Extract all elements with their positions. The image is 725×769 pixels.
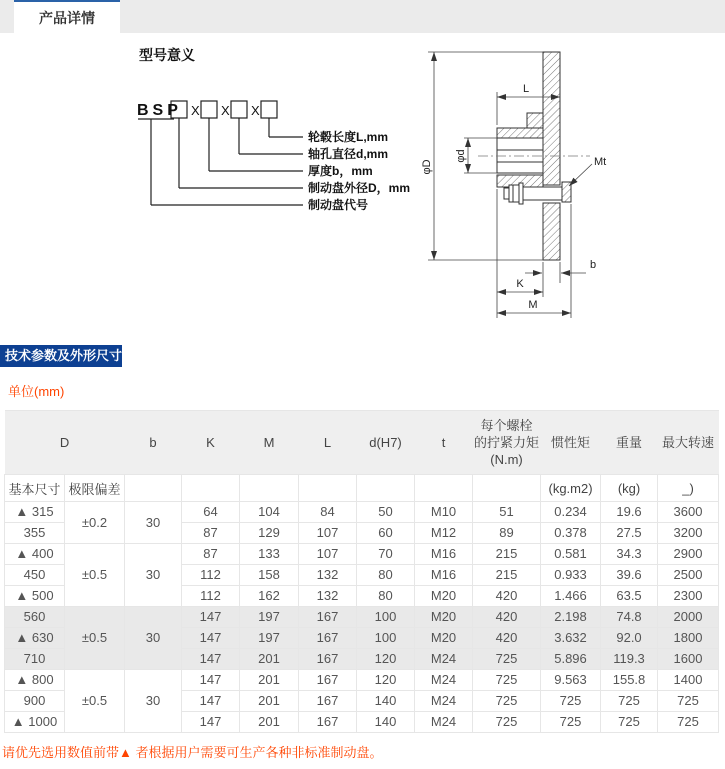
table-cell: 147: [182, 628, 240, 649]
table-cell: 725: [473, 712, 541, 733]
dim-label-thickness: b: [590, 259, 597, 271]
tab-bar-filler: [120, 0, 725, 33]
table-cell: 215: [473, 565, 541, 586]
col-header-K: K: [182, 411, 240, 475]
table-cell: 2300: [658, 586, 719, 607]
table-cell: 0.378: [541, 523, 601, 544]
section-title-bar: [0, 345, 123, 385]
cell-basic-size: ▲ 800: [5, 670, 65, 691]
table-cell: 2900: [658, 544, 719, 565]
model-code-separator: X: [251, 103, 260, 118]
table-cell: 725: [601, 712, 658, 733]
table-cell: 112: [182, 586, 240, 607]
diagram-area: [0, 33, 725, 345]
subheader-unit-inertia: (kg.m2): [541, 475, 601, 502]
dim-label-bore-dia: φd: [455, 149, 467, 163]
table-cell: 51: [473, 502, 541, 523]
table-cell: 420: [473, 586, 541, 607]
cell-b: 30: [125, 502, 182, 544]
cell-b: 30: [125, 670, 182, 733]
table-cell: 147: [182, 649, 240, 670]
table-cell: 725: [658, 691, 719, 712]
table-cell: 39.6: [601, 565, 658, 586]
table-cell: 167: [299, 607, 357, 628]
table-cell: 167: [299, 670, 357, 691]
tab-bar: [0, 0, 725, 33]
table-cell: 120: [357, 670, 415, 691]
table-cell: 3600: [658, 502, 719, 523]
subheader-basic-size: 基本尺寸: [5, 475, 65, 502]
table-cell: M20: [415, 628, 473, 649]
table-cell: 197: [240, 628, 299, 649]
table-row: [5, 670, 719, 691]
table-cell: 19.6: [601, 502, 658, 523]
table-cell: 84: [299, 502, 357, 523]
table-cell: 725: [658, 712, 719, 733]
dim-leader-mt: [569, 164, 592, 186]
table-cell: 87: [182, 544, 240, 565]
dim-label-mt: Mt: [594, 156, 607, 168]
table-cell: 1.466: [541, 586, 601, 607]
table-cell: 201: [240, 649, 299, 670]
table-cell: 92.0: [601, 628, 658, 649]
col-header-dH7: d(H7): [357, 411, 415, 475]
table-cell: 5.896: [541, 649, 601, 670]
model-label-hub-length: 轮毂长度L,mm: [308, 130, 389, 144]
table-cell: M24: [415, 670, 473, 691]
table-cell: 107: [299, 523, 357, 544]
cell-basic-size: ▲ 630: [5, 628, 65, 649]
cell-tolerance: ±0.5: [65, 544, 125, 607]
spec-table-body: [5, 502, 719, 733]
model-label-thickness: 厚度b，mm: [308, 164, 373, 178]
table-cell: 155.8: [601, 670, 658, 691]
table-cell: 70: [357, 544, 415, 565]
table-cell: 201: [240, 691, 299, 712]
model-code-prefix: BSP: [137, 102, 182, 119]
table-cell: 132: [299, 586, 357, 607]
col-header-M: M: [240, 411, 299, 475]
col-header-L: L: [299, 411, 357, 475]
subheader-tolerance: 极限偏差: [65, 475, 125, 502]
table-cell: 120: [357, 649, 415, 670]
table-cell: 119.3: [601, 649, 658, 670]
table-cell: 420: [473, 628, 541, 649]
table-cell: 60: [357, 523, 415, 544]
table-cell: 167: [299, 649, 357, 670]
table-cell: 167: [299, 712, 357, 733]
model-code-separator: X: [221, 103, 230, 118]
dim-label-k: K: [516, 278, 524, 290]
table-cell: 725: [601, 691, 658, 712]
table-header-row: [5, 411, 719, 475]
col-header-inertia: 惯性矩: [541, 411, 601, 475]
cell-basic-size: 560: [5, 607, 65, 628]
footnote: 请优先选用数值前带▲ 者根据用户需要可生产各种非标准制动盘。: [2, 745, 383, 760]
dim-label-m: M: [528, 299, 538, 311]
subheader-empty: [357, 475, 415, 502]
cell-tolerance: ±0.2: [65, 502, 125, 544]
table-cell: 725: [541, 691, 601, 712]
dim-label-hub-length: L: [522, 83, 530, 95]
col-header-weight: 重量: [601, 411, 658, 475]
table-cell: 100: [357, 607, 415, 628]
table-cell: M12: [415, 523, 473, 544]
table-cell: 80: [357, 565, 415, 586]
table-cell: M24: [415, 649, 473, 670]
table-cell: 2500: [658, 565, 719, 586]
col-header-torque: 每个螺栓 的拧紧力矩 (N.m): [473, 411, 541, 475]
dim-label-outer-dia: φD: [421, 159, 433, 175]
table-cell: 50: [357, 502, 415, 523]
table-cell: 420: [473, 607, 541, 628]
table-cell: 215: [473, 544, 541, 565]
model-code-separator: X: [191, 103, 200, 118]
table-cell: 1400: [658, 670, 719, 691]
table-cell: 140: [357, 691, 415, 712]
table-cell: 147: [182, 670, 240, 691]
table-cell: 3200: [658, 523, 719, 544]
table-cell: 100: [357, 628, 415, 649]
cell-basic-size: ▲ 400: [5, 544, 65, 565]
table-cell: 167: [299, 691, 357, 712]
table-cell: 89: [473, 523, 541, 544]
table-cell: M16: [415, 565, 473, 586]
table-cell: 147: [182, 607, 240, 628]
subheader-unit-speed: _): [658, 475, 719, 502]
table-cell: 0.581: [541, 544, 601, 565]
col-header-D: D: [5, 411, 125, 475]
cell-basic-size: 900: [5, 691, 65, 712]
cell-basic-size: ▲ 500: [5, 586, 65, 607]
table-cell: M24: [415, 691, 473, 712]
hub-section: [497, 113, 543, 187]
subheader-empty: [473, 475, 541, 502]
table-cell: 167: [299, 628, 357, 649]
table-cell: 74.8: [601, 607, 658, 628]
table-cell: 725: [473, 691, 541, 712]
table-cell: 107: [299, 544, 357, 565]
table-cell: M20: [415, 607, 473, 628]
technical-drawing: [420, 35, 725, 335]
table-cell: 27.5: [601, 523, 658, 544]
cell-basic-size: ▲ 315: [5, 502, 65, 523]
col-header-t: t: [415, 411, 473, 475]
subheader-unit-weight: (kg): [601, 475, 658, 502]
subheader-empty: [240, 475, 299, 502]
table-cell: 129: [240, 523, 299, 544]
table-cell: 112: [182, 565, 240, 586]
table-cell: 147: [182, 712, 240, 733]
table-subheader-row: [5, 475, 719, 502]
table-cell: 3.632: [541, 628, 601, 649]
table-cell: 725: [473, 649, 541, 670]
table-cell: M20: [415, 586, 473, 607]
tab-bar-lead: [0, 0, 14, 33]
table-cell: 34.3: [601, 544, 658, 565]
col-header-b: b: [125, 411, 182, 475]
table-cell: 201: [240, 712, 299, 733]
table-cell: 64: [182, 502, 240, 523]
spec-table: [4, 410, 719, 733]
table-cell: M24: [415, 712, 473, 733]
tab-product-details[interactable]: [14, 0, 120, 33]
table-cell: 147: [182, 691, 240, 712]
table-cell: 1600: [658, 649, 719, 670]
table-row: [5, 544, 719, 565]
table-cell: 0.234: [541, 502, 601, 523]
cell-basic-size: 355: [5, 523, 65, 544]
cell-basic-size: 710: [5, 649, 65, 670]
col-header-speed: 最大转速: [658, 411, 719, 475]
table-cell: 725: [541, 712, 601, 733]
unit-label: 单位(mm): [8, 384, 65, 399]
model-code-diagram: [135, 73, 445, 233]
tab-product-details-label: 产品详情: [39, 9, 95, 26]
cell-basic-size: 450: [5, 565, 65, 586]
table-cell: 80: [357, 586, 415, 607]
cell-tolerance: ±0.5: [65, 670, 125, 733]
subheader-empty: [125, 475, 182, 502]
table-cell: 1800: [658, 628, 719, 649]
model-label-bore-dia: 轴孔直径d,mm: [308, 147, 389, 161]
table-cell: 0.933: [541, 565, 601, 586]
table-cell: 140: [357, 712, 415, 733]
table-row: [5, 607, 719, 628]
subheader-empty: [415, 475, 473, 502]
cell-b: 30: [125, 607, 182, 670]
section-title: 技术参数及外形尺寸表: [5, 348, 123, 385]
subheader-empty: [299, 475, 357, 502]
table-cell: M10: [415, 502, 473, 523]
cell-basic-size: ▲ 1000: [5, 712, 65, 733]
table-cell: 9.563: [541, 670, 601, 691]
table-cell: 133: [240, 544, 299, 565]
model-label-outer-dia: 制动盘外径D，mm: [308, 181, 411, 195]
table-cell: 162: [240, 586, 299, 607]
table-cell: 201: [240, 670, 299, 691]
table-cell: 2.198: [541, 607, 601, 628]
table-cell: 132: [299, 565, 357, 586]
table-cell: 725: [473, 670, 541, 691]
model-meaning-title: 型号意义: [139, 47, 195, 63]
cell-tolerance: ±0.5: [65, 607, 125, 670]
dim-bore-dia: [464, 138, 497, 173]
table-cell: 2000: [658, 607, 719, 628]
table-cell: 87: [182, 523, 240, 544]
table-cell: M16: [415, 544, 473, 565]
table-row: [5, 502, 719, 523]
cell-b: 30: [125, 544, 182, 607]
table-cell: 197: [240, 607, 299, 628]
table-cell: 63.5: [601, 586, 658, 607]
table-cell: 104: [240, 502, 299, 523]
table-cell: 158: [240, 565, 299, 586]
subheader-empty: [182, 475, 240, 502]
model-label-disc-code: 制动盘代号: [308, 198, 369, 212]
